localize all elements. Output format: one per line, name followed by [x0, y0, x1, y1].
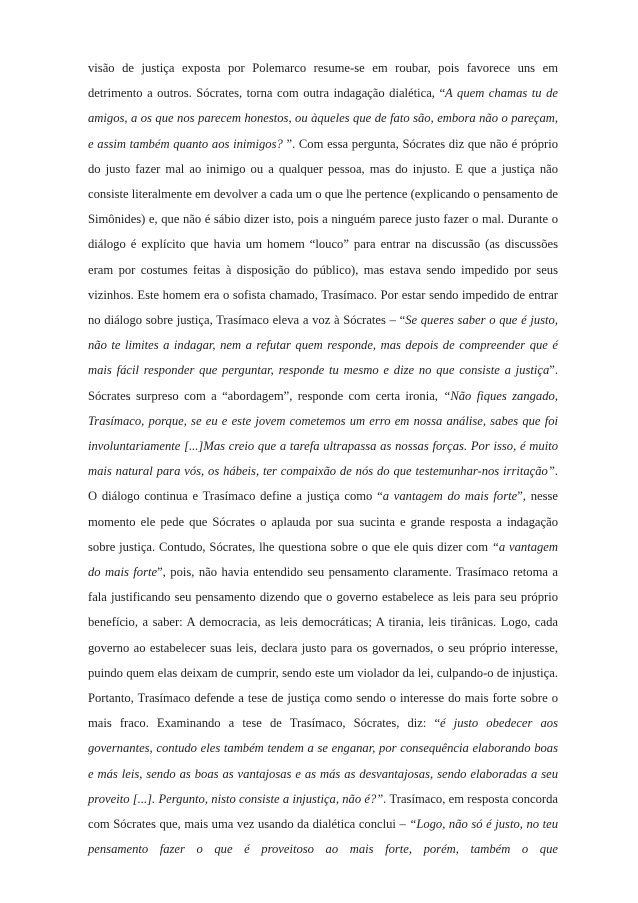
text-run: ”, nesse momento ele pede que Sócrates o aplauda por sua sucinta e grande resposta a indagação sobre justiça. Contudo, Sócrates, lhe questiona sobre o que ele quis dizer com: [88, 489, 558, 554]
text-run: ”. Com essa pergunta, Sócrates diz que não é próprio do justo fazer mal ao inimigo ou a qualquer pessoa, mas do injusto. E que a justiça não consiste literalmente em devolver a cada um o que lhe pertence (explicando o pensamento de Simônides) e, que não é sábio dizer isto, pois a ninguém parece justo fazer o mal. Durante o diálogo é explícito que havia um homem “louco” para entrar na discussão (as discussões eram por costumes feitas à disposição do público), mas estava sendo impedido por seus vizinhos. Este homem era o sofista chamado, Trasímaco. Por estar sendo impedido de entrar no diálogo sobre justiça, Trasímaco eleva a voz à Sócrates – “: [88, 136, 558, 328]
text-run: visão de justiça exposta por Polemarco resume-se em roubar, pois favorece uns em detrimento a outros. Sócrates, torna com outra indagação dialética, “: [88, 61, 558, 101]
italic-quote: a vantagem do mais forte: [382, 489, 518, 504]
italic-quote: “Não fiques zangado, Trasímaco, porque, se eu e este jovem cometemos um erro em nossa análise, sabes que foi involuntariamente [...]Mas creio que a tarefa ultrapassa as nossas forças. Por isso, é muito mais natural para vós, os hábeis, ter compaixão de nós do que testemunhar-nos irritação”: [88, 388, 558, 479]
italic-quote: A quem chamas tu de amigos, a os que nos parecem honestos, ou àqueles que de fato são, embora não o pareçam, e assim também quanto aos inimigos?: [88, 86, 558, 151]
text-run: ”, pois, não havia entendido seu pensamento claramente. Trasímaco retoma a fala justificando seu pensamento dizendo que o governo estabelece as leis para seu próprio benefício, a saber: A democracia, as leis democráticas; A tirania, leis tirânicas. Logo, cada governo ao estabelecer suas leis, declara justo para os governados, o seu próprio interesse, puindo quem elas deixam de cumprir, sendo este um violador da lei, culpando-o de injustiça. Portanto, Trasímaco defende a tese de justiça como sendo o interesse do mais forte sobre o mais fraco. Examinando a tese de Trasímaco, Sócrates, diz: “: [88, 565, 559, 731]
italic-quote: “Logo, não só é justo, no teu pensamento fazer o que é proveitoso ao mais forte, porém, também o que: [88, 817, 558, 857]
text-run: Trasímaco, em resposta concorda com Sócrates que, mais uma vez usando da dialética conclui –: [88, 791, 558, 832]
text-run: ”. Sócrates surpreso com a “abordagem”, responde com certa ironia,: [88, 363, 558, 403]
italic-quote: Se queres saber o que é justo, não te limites a indagar, nem a refutar quem responde, mas depois de compreender que é mais fácil responder que perguntar, responde tu mesmo e dize no que consiste a justiça: [88, 313, 558, 378]
text-run: . O diálogo continua e Trasímaco define a justiça como “: [88, 464, 558, 504]
body-paragraph: [88, 56, 558, 863]
italic-quote: “a vantagem do mais forte: [88, 539, 558, 580]
italic-quote: é justo obedecer aos governantes, contudo eles também tendem a se enganar, por consequência elaborando boas e más leis, sendo as boas as vantajosas e as más as desvantajosas, sendo elaboradas a seu proveito [...]. Pergunto, nisto consiste a injustiça, não é?”.: [88, 716, 558, 806]
